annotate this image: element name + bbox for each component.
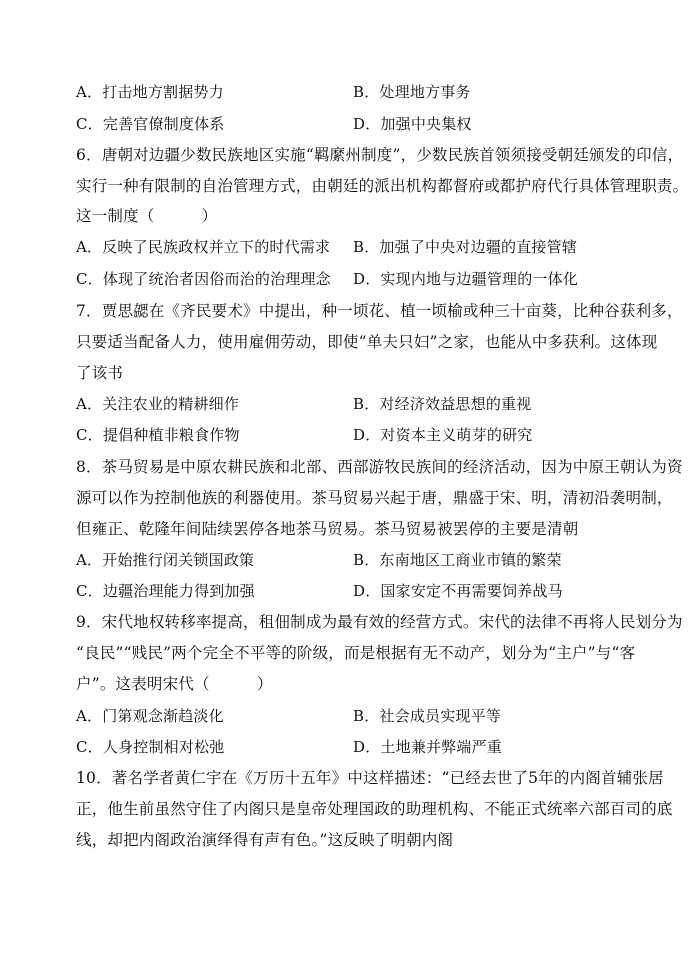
q6-option-b: B．加强了中央对边疆的直接管辖 [353,238,578,256]
q8-option-b: B．东南地区工商业市镇的繁荣 [353,551,562,569]
q7-option-a: A．关注农业的精耕细作 [76,395,240,413]
q7-stem-line-2: 只要适当配备人力，使用雇佣劳动，即使“单夫只妇”之家，也能从中多获利。这体现 [76,333,658,351]
q7-stem-line-1: 7．贾思勰在《齐民要术》中提出，种一顷花、植一顷榆或种三十亩葵，比种谷获利多， [76,302,683,320]
q7-option-d: D．对资本主义萌芽的研究 [353,426,533,444]
q6-stem-line-1: 6．唐朝对边疆少数民族地区实施“羁縻州制度”，少数民族首领须接受朝廷颁发的印信， [76,146,684,164]
q8-option-c: C．边疆治理能力得到加强 [76,582,255,600]
q10-stem-line-3: 线，却把内阁政治演绎得有声有色。”这反映了明朝内阁 [76,831,454,849]
q6-stem-line-3: 这一制度（ ） [76,207,218,225]
q8-stem-line-3: 但雍正、乾隆年间陆续罢停各地茶马贸易。茶马贸易被罢停的主要是清朝 [76,520,579,538]
q7-option-b: B．对经济效益思想的重视 [353,395,532,413]
q5-option-a: A．打击地方割据势力 [76,83,224,101]
q10-stem-line-2: 正，他生前虽然守住了内阁只是皇帝处理国政的助理机构、不能正式统率六部百司的底 [76,800,673,818]
q5-option-b: B．处理地方事务 [353,83,471,101]
q5-option-d: D．加强中央集权 [353,115,472,133]
q9-stem-line-1: 9．宋代地权转移率提高，租佃制成为最有效的经营方式。宋代的法律不再将人民划分为 [76,613,683,631]
q9-option-c: C．人身控制相对松弛 [76,738,225,756]
q9-option-d: D．土地兼并弊端严重 [353,738,503,756]
q10-stem-line-1: 10．著名学者黄仁宇在《万历十五年》中这样描述：“已经去世了5年的内阁首辅张居 [76,769,664,787]
q8-option-d: D．国家安定不再需要饲养战马 [353,582,563,600]
q6-option-d: D．实现内地与边疆管理的一体化 [353,270,579,288]
q6-stem-line-2: 实行一种有限制的自治管理方式，由朝廷的派出机构都督府或都护府代行具体管理职责。 [76,177,688,195]
q8-stem-line-1: 8．茶马贸易是中原农耕民族和北部、西部游牧民族间的经济活动，因为中原王朝认为资 [76,458,683,476]
q9-stem-line-2: “良民”“贱民”两个完全不平等的阶级，而是根据有无不动产，划分为“主户”与“客 [76,644,636,662]
q9-option-a: A．门第观念渐趋淡化 [76,707,224,725]
q6-option-a: A．反映了民族政权并立下的时代需求 [76,238,331,256]
q9-stem-line-3: 户”。这表明宋代（ ） [76,675,273,693]
q7-option-c: C．提倡种植非粮食作物 [76,426,240,444]
q5-option-c: C．完善官僚制度体系 [76,115,225,133]
q8-option-a: A．开始推行闭关锁国政策 [76,551,255,569]
q7-stem-line-3: 了该书 [76,364,124,382]
q8-stem-line-2: 源可以作为控制他族的利器使用。茶马贸易兴起于唐，鼎盛于宋、明，清初沿袭明制， [76,489,673,507]
q9-option-b: B．社会成员实现平等 [353,707,502,725]
q6-option-c: C．体现了统治者因俗而治的治理理念 [76,270,331,288]
